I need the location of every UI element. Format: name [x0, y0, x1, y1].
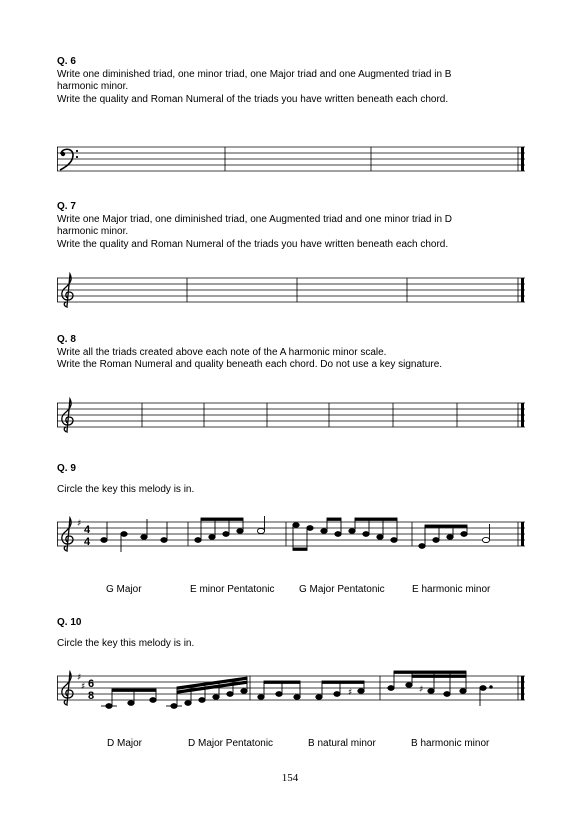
instruction-line: Circle the key this melody is in. — [57, 637, 195, 649]
staff-q6 — [57, 143, 527, 175]
instruction-line: Write the quality and Roman Numeral of the triads you have written beneath each chord. — [57, 238, 449, 250]
answer-option[interactable]: B natural minor — [308, 738, 376, 749]
answer-option[interactable]: B harmonic minor — [411, 738, 490, 749]
instruction-line: harmonic minor. — [57, 81, 129, 92]
question-number: Q. 10 — [57, 617, 82, 628]
instruction-line: Write one diminished triad, one minor triad, one Major triad and one Augmented triad in B — [57, 68, 452, 80]
instruction-line: Write the Roman Numeral and quality beneath each chord. Do not use a key signature. — [57, 359, 443, 370]
staff-q7 — [57, 272, 527, 308]
page-number: 154 — [281, 772, 299, 784]
answer-option[interactable]: E harmonic minor — [412, 584, 491, 595]
melody-notes — [101, 671, 492, 708]
question-number: Q. 6 — [57, 56, 76, 67]
question-number: Q. 8 — [57, 334, 76, 345]
question-8 — [57, 334, 442, 372]
time-signature-top: 4 — [84, 524, 91, 536]
question-9 — [57, 463, 194, 496]
answer-option[interactable]: G Major Pentatonic — [299, 584, 385, 595]
staff-q9 — [57, 516, 527, 558]
key-signature-sharp: ♯ — [77, 673, 82, 683]
instruction-line: Write one Major triad, one diminished triad, one Augmented triad and one minor triad in D — [57, 213, 453, 225]
staff-q8 — [57, 397, 527, 433]
svg-text:♯: ♯ — [419, 685, 424, 695]
staff-q10 — [57, 670, 527, 716]
time-signature-top: 6 — [88, 678, 95, 690]
answer-option[interactable]: E minor Pentatonic — [190, 584, 275, 595]
question-6 — [57, 56, 451, 106]
instruction-line: Write all the triads created above each note of the A harmonic minor scale. — [57, 346, 387, 358]
time-signature-bottom: 8 — [88, 690, 95, 702]
instruction-line: Circle the key this melody is in. — [57, 483, 195, 495]
question-number: Q. 7 — [57, 201, 76, 212]
svg-text:♯: ♯ — [348, 688, 353, 698]
bass-clef-icon — [60, 149, 78, 170]
answer-option[interactable]: D Major — [107, 738, 143, 749]
time-signature-bottom: 4 — [84, 536, 91, 548]
question-number: Q. 9 — [57, 463, 76, 474]
key-signature-sharp: ♯ — [81, 682, 86, 692]
instruction-line: Write the quality and Roman Numeral of the triads you have written beneath each chord. — [57, 93, 449, 105]
answer-option[interactable]: D Major Pentatonic — [188, 738, 274, 749]
instruction-line: harmonic minor. — [57, 226, 129, 237]
key-signature-sharp: ♯ — [77, 519, 82, 529]
answer-option[interactable]: G Major — [106, 584, 142, 595]
question-7 — [57, 201, 452, 251]
question-10 — [57, 617, 194, 650]
